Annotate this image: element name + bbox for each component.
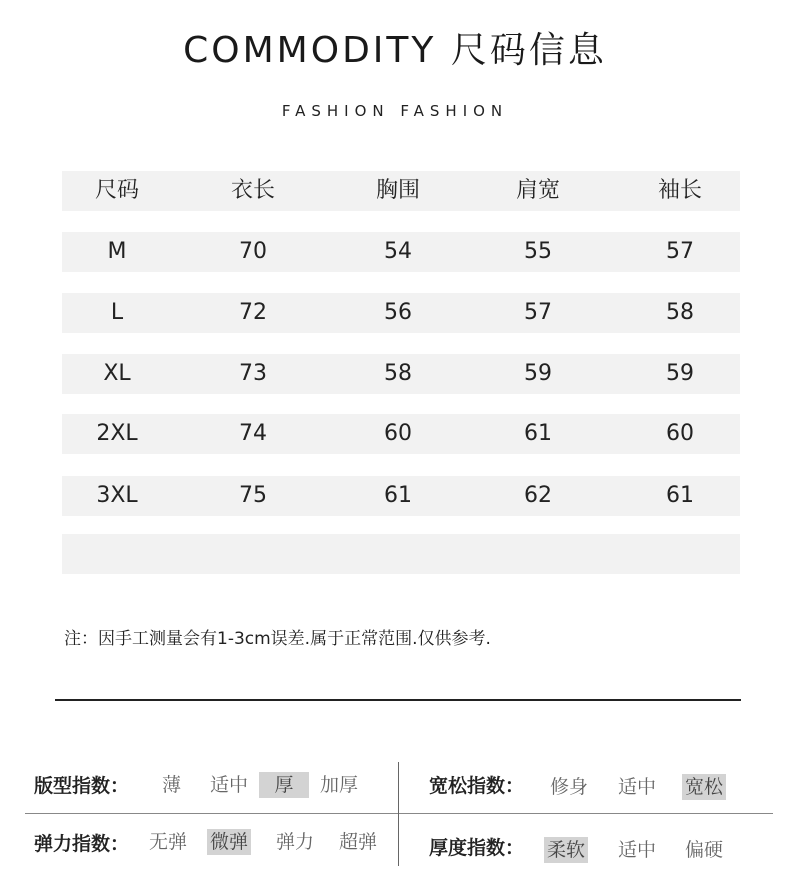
length-cell: 72	[239, 300, 267, 325]
divider	[55, 699, 741, 701]
sleeve-cell: 59	[666, 361, 694, 386]
sleeve-cell: 60	[666, 421, 694, 446]
shoulder-cell: 61	[524, 421, 552, 446]
sleeve-cell: 57	[666, 239, 694, 264]
table-empty-row	[62, 534, 740, 574]
size-cell: L	[110, 300, 124, 325]
elasticity-index-label: 弹力指数：	[34, 833, 130, 855]
thickness-option-soft: 柔软	[544, 837, 588, 863]
column-header: 尺码	[94, 178, 139, 203]
chest-cell: 56	[384, 300, 412, 325]
chest-cell: 61	[384, 483, 412, 508]
shoulder-cell: 55	[524, 239, 552, 264]
shoulder-cell: 62	[524, 483, 552, 508]
table-row	[62, 293, 740, 333]
sleeve-cell: 61	[666, 483, 694, 508]
divider	[25, 813, 773, 814]
table-row	[62, 232, 740, 272]
column-header: 衣长	[230, 178, 275, 203]
table-row	[62, 354, 740, 394]
thickness-index-label: 厚度指数：	[429, 837, 525, 859]
page-title: COMMODITY 尺码信息	[183, 30, 607, 71]
column-header: 胸围	[375, 178, 420, 203]
thickness-option-stiff: 偏硬	[685, 839, 724, 861]
column-header: 肩宽	[515, 178, 560, 203]
size-cell: M	[107, 239, 127, 264]
fit-option-extra-thick: 加厚	[320, 774, 359, 796]
size-cell: XL	[103, 361, 131, 386]
size-cell: 3XL	[96, 483, 138, 508]
divider	[398, 762, 399, 866]
chest-cell: 58	[384, 361, 412, 386]
chest-cell: 60	[384, 421, 412, 446]
sleeve-cell: 58	[666, 300, 694, 325]
looseness-option-regular: 适中	[618, 776, 657, 798]
table-row	[62, 414, 740, 454]
fit-option-thick: 厚	[259, 772, 309, 798]
looseness-option-slim: 修身	[550, 776, 589, 798]
looseness-index-label: 宽松指数：	[429, 775, 525, 797]
elasticity-option-slight: 微弹	[207, 829, 251, 855]
measurement-note: 注：因手工测量会有1-3cm误差.属于正常范围.仅供参考.	[64, 629, 491, 649]
table-row	[62, 476, 740, 516]
table-header-row	[62, 171, 740, 211]
size-cell: 2XL	[96, 421, 138, 446]
chest-cell: 54	[384, 239, 412, 264]
elasticity-option-super: 超弹	[339, 831, 378, 853]
length-cell: 73	[239, 361, 267, 386]
shoulder-cell: 57	[524, 300, 552, 325]
page-subtitle: FASHION FASHION	[281, 102, 509, 120]
column-header: 袖长	[657, 178, 702, 203]
thickness-option-medium: 适中	[618, 839, 657, 861]
elasticity-option-none: 无弹	[149, 831, 188, 853]
shoulder-cell: 59	[524, 361, 552, 386]
fit-index-label: 版型指数：	[34, 775, 130, 797]
fit-option-thin: 薄	[162, 774, 182, 796]
length-cell: 70	[239, 239, 267, 264]
length-cell: 75	[239, 483, 267, 508]
length-cell: 74	[239, 421, 267, 446]
elasticity-option-stretch: 弹力	[276, 831, 315, 853]
fit-option-medium: 适中	[210, 774, 249, 796]
looseness-option-loose: 宽松	[682, 774, 726, 800]
